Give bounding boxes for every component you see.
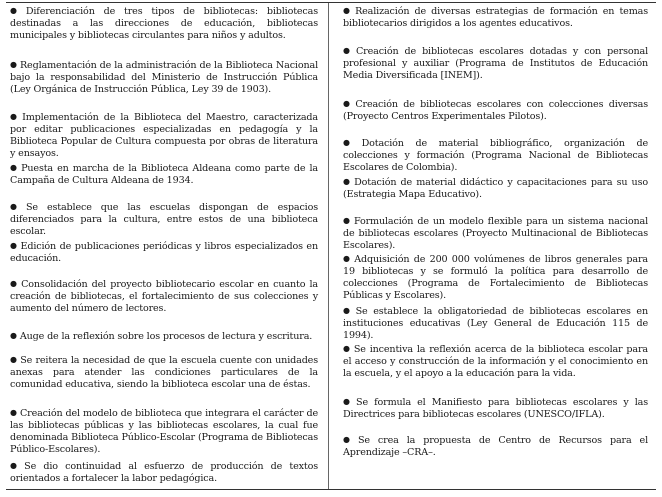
list-item: ● Se dio continuidad al esfuerzo de producción de textos orientados a fortalecer la labor pedagógica. (10, 461, 318, 484)
list-item: ● Creación del modelo de biblioteca que integrara el carácter de las bibliotecas públicas y las bibliotecas escolares, la cual fue denominada Biblioteca Público-Escolar (Programa de Bibliotecas Público-Escolares). (10, 408, 318, 455)
bullet-icon: ● (343, 6, 353, 15)
bullet-icon: ● (343, 46, 353, 55)
list-item: ● Formulación de un modelo flexible para un sistema nacional de bibliotecas escolares (Proyecto Multinacional de Bibliotecas Escolares). (343, 216, 648, 251)
list-item: ● Consolidación del proyecto bibliotecario escolar en cuanto la creación de bibliotecas, el fortalecimiento de sus colecciones y aumento del número de lectores. (10, 279, 318, 314)
left-column (10, 3, 318, 489)
list-item: ● Edición de publicaciones periódicas y libros especializados en educación. (10, 241, 318, 264)
bullet-icon: ● (10, 408, 17, 417)
bullet-icon: ● (343, 435, 355, 444)
list-item: ● Se reitera la necesidad de que la escuela cuente con unidades anexas para atender las condiciones particulares de la comunidad educativa, siendo la biblioteca escolar una de éstas. (10, 355, 318, 390)
list-item: ● Puesta en marcha de la Biblioteca Aldeana como parte de la Campaña de Cultura Aldeana de 1934. (10, 163, 318, 186)
list-item: ● Dotación de material didáctico y capacitaciones para su uso (Estrategia Mapa Educativo). (343, 177, 648, 200)
list-item: ● Se establece la obligatoriedad de bibliotecas escolares en instituciones educativas (Ley General de Educación 115 de 1994). (343, 306, 648, 341)
bullet-icon: ● (343, 254, 352, 263)
list-item: ● Reglamentación de la administración de la Biblioteca Nacional bajo la responsabilidad del Ministerio de Instrucción Pública (Ley Orgánica de Instrucción Pública, Ley 39 de 1903). (10, 60, 318, 95)
bullet-icon: ● (10, 461, 22, 470)
bullet-icon: ● (10, 6, 23, 15)
bullet-icon: ● (343, 138, 359, 147)
bullet-icon: ● (343, 397, 354, 406)
bullet-icon: ● (10, 202, 23, 211)
bullet-icon: ● (10, 279, 19, 288)
bullet-icon: ● (343, 344, 351, 353)
history-table (6, 2, 656, 490)
list-item: ● Adquisición de 200 000 volúmenes de libros generales para 19 bibliotecas y se formuló la política para desarrollo de colecciones (Programa de Fortalecimiento de Bibliotecas Públicas y Escolares). (343, 254, 648, 301)
list-item: ● Se formula el Manifiesto para bibliotecas escolares y las Directrices para bibliotecas escolares (UNESCO/IFLA). (343, 397, 648, 420)
bullet-icon: ● (343, 216, 351, 225)
bullet-icon: ● (10, 163, 19, 172)
bullet-icon: ● (10, 60, 17, 69)
list-item: ● Dotación de material bibliográfico, organización de colecciones y formación (Programa Nacional de Bibliotecas Escolares de Colombia). (343, 138, 648, 173)
bullet-icon: ● (343, 306, 353, 315)
bullet-icon: ● (343, 177, 352, 186)
bullet-icon: ● (10, 241, 18, 250)
right-column (343, 3, 648, 489)
bullet-icon: ● (10, 331, 17, 340)
list-item: ● Realización de diversas estrategias de formación en temas bibliotecarios dirigidos a los agentes educativos. (343, 6, 648, 29)
list-item: ● Creación de bibliotecas escolares dotadas y con personal profesional y auxiliar (Programa de Institutos de Educación Media Diversificada [INEM]). (343, 46, 648, 81)
list-item: ● Se establece que las escuelas dispongan de espacios diferenciados para la cultura, entre estos de una biblioteca escolar. (10, 202, 318, 237)
list-item: ● Diferenciación de tres tipos de bibliotecas: bibliotecas destinadas a las direcciones de educación, bibliotecas municipales y bibliotecas circulantes para niños y adultos. (10, 6, 318, 41)
bullet-icon: ● (10, 112, 20, 121)
list-item: ● Creación de bibliotecas escolares con colecciones diversas (Proyecto Centros Experimentales Pilotos). (343, 99, 648, 122)
list-item: ● Auge de la reflexión sobre los procesos de lectura y escritura. (10, 331, 313, 342)
column-divider (328, 3, 329, 489)
list-item: ● Se incentiva la reflexión acerca de la biblioteca escolar para el acceso y construcción de la información y el conocimiento en la escuela, y el apoyo a la educación para la vida. (343, 344, 648, 379)
bullet-icon: ● (10, 355, 18, 364)
bullet-icon: ● (343, 99, 353, 108)
list-item: ● Implementación de la Biblioteca del Maestro, caracterizada por editar publicaciones especializadas en pedagogía y la Biblioteca Popular de Cultura compuesta por obras de literatura y ensayos. (10, 112, 318, 159)
list-item: ● Se crea la propuesta de Centro de Recursos para el Aprendizaje –CRA–. (343, 435, 648, 458)
